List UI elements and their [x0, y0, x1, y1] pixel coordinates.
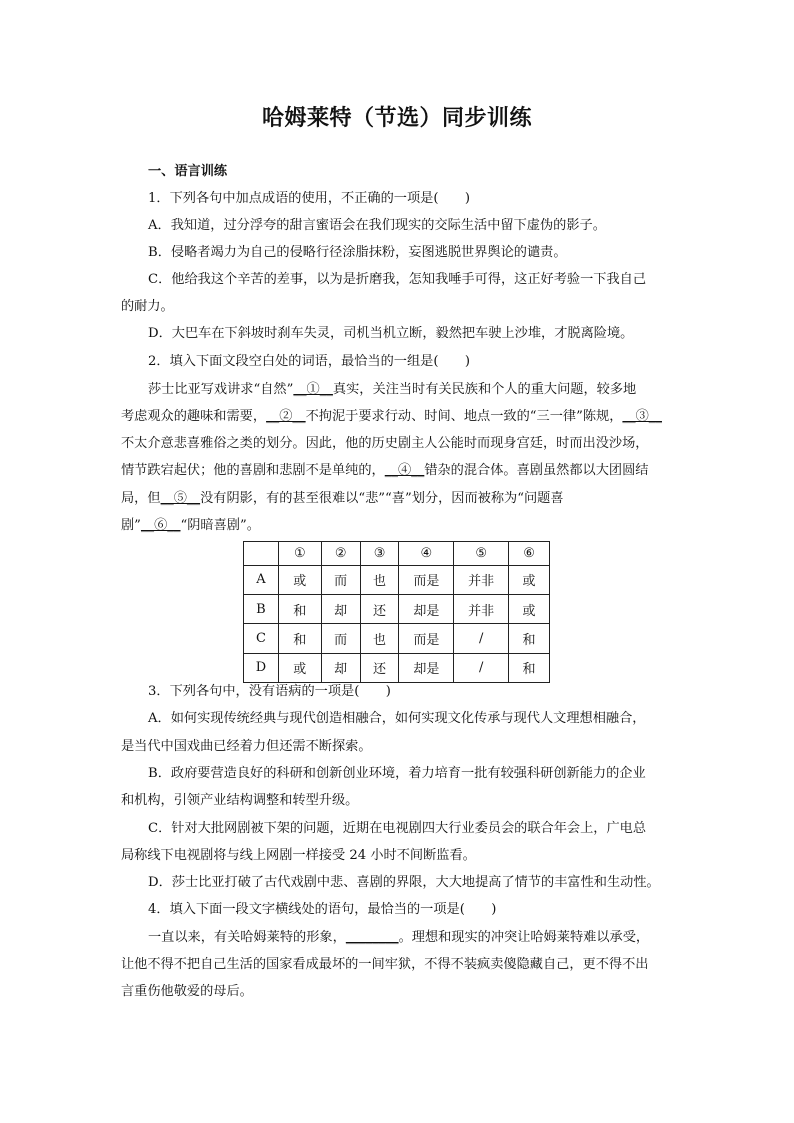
- table-cell: ②: [321, 542, 360, 566]
- q4-stem: 4．填入下面一段文字横线处的语句，最恰当的一项是( ): [148, 902, 497, 917]
- table-cell: D: [244, 653, 279, 682]
- table-cell: 而: [321, 624, 360, 653]
- table-cell: 也: [360, 565, 399, 594]
- q1-option-d: D．大巴车在下斜坡时刹车失灵，司机当机立断，毅然把车驶上沙堆，才脱离险境。: [148, 326, 634, 341]
- table-row: [244, 565, 550, 594]
- blank-5: __⑤__: [160, 491, 201, 506]
- passage-text: 考虑观众的趣味和需要，: [121, 409, 267, 424]
- table-cell: 而是: [399, 624, 454, 653]
- q3-option-b: B．政府要营造良好的科研和创新创业环境，着力培育一批有较强科研创新能力的企业: [148, 766, 646, 781]
- table-cell: ③: [360, 542, 399, 566]
- table-cell: 却: [321, 594, 360, 623]
- table-cell: 和: [509, 624, 550, 653]
- passage-text: 错杂的混合体。喜剧虽然都以大团圆结: [424, 463, 649, 478]
- q1-option-a: A．我知道，过分浮夸的甜言蜜语会在我们现实的交际生活中留下虚伪的影子。: [148, 218, 606, 233]
- table-cell: 却: [321, 653, 360, 682]
- table-cell: ④: [399, 542, 454, 566]
- passage-text: “阴暗喜剧”。: [180, 518, 260, 533]
- table-cell: 也: [360, 624, 399, 653]
- q4-passage-line-1: [148, 929, 649, 947]
- table-cell: 还: [360, 594, 399, 623]
- q4-passage-line-3: 言重伤他敬爱的母后。: [121, 984, 253, 999]
- q1-option-c: C．他给我这个辛苦的差事，以为是折磨我，怎知我唾手可得，这正好考验一下我自己: [148, 272, 647, 287]
- blank-4: __④__: [384, 463, 425, 478]
- q2-options-table: [243, 541, 550, 683]
- passage-text: 局，但: [121, 491, 161, 506]
- table-cell: 或: [278, 565, 321, 594]
- table-cell: 和: [278, 594, 321, 623]
- table-cell: B: [244, 594, 279, 623]
- q2-passage-line-1: [148, 381, 636, 399]
- q1-stem: 1．下列各句中加点成语的使用，不正确的一项是( ): [148, 191, 470, 206]
- q3-option-d: D．莎士比亚打破了古代戏剧中悲、喜剧的界限，大大地提高了情节的丰富性和生动性。: [148, 875, 660, 890]
- passage-text: 。理想和现实的冲突让哈姆莱特难以承受，: [398, 930, 650, 945]
- table-cell: 或: [278, 653, 321, 682]
- page-title: 哈姆莱特（节选）同步训练: [261, 106, 532, 131]
- section-heading: 一、语言训练: [148, 164, 228, 179]
- table-cell: 或: [509, 594, 550, 623]
- passage-text: 剧”: [121, 518, 141, 533]
- q3-option-a-cont: 是当代中国戏曲已经着力但还需不断探索。: [121, 739, 372, 754]
- table-cell: A: [244, 565, 279, 594]
- table-cell: ⑤: [454, 542, 509, 566]
- table-cell: 却是: [399, 594, 454, 623]
- q3-stem: 3．下列各句中，没有语病的一项是( ): [148, 684, 391, 699]
- passage-text: 一直以来，有关哈姆莱特的形象，: [148, 930, 346, 945]
- table-cell: 并非: [454, 565, 509, 594]
- table-cell: ①: [278, 542, 321, 566]
- table-cell: 并非: [454, 594, 509, 623]
- passage-text: 没有阴影，有的甚至很难以“悲”“喜”划分，因而被称为“问题喜: [200, 491, 564, 506]
- table-cell: /: [454, 624, 509, 653]
- table-cell: 却是: [399, 653, 454, 682]
- q1-option-c-cont: 的耐力。: [121, 299, 174, 314]
- blank-3: __③__: [622, 409, 662, 424]
- passage-text: 情节跌宕起伏；他的喜剧和悲剧不是单纯的，: [121, 463, 385, 478]
- q2-passage-line-4: [121, 462, 649, 480]
- table-header-row: [244, 542, 550, 566]
- table-cell: [244, 542, 279, 566]
- q2-passage-line-2: [121, 408, 662, 426]
- passage-text: 真实，关注当时有关民族和个人的重大问题，较多地: [332, 382, 637, 397]
- table-cell: 或: [509, 565, 550, 594]
- q1-option-b: B．侵略者竭力为自己的侵略行径涂脂抹粉，妄图逃脱世界舆论的谴责。: [148, 245, 567, 260]
- table-cell: 而是: [399, 565, 454, 594]
- q2-passage-line-3: 不太介意悲喜雅俗之类的划分。因此，他的历史剧主人公能时而现身宫廷，时而出没沙场，: [121, 436, 649, 451]
- blank-1: __①__: [293, 382, 333, 397]
- q3-option-c: C．针对大批网剧被下架的问题，近期在电视剧四大行业委员会的联合年会上，广电总: [148, 821, 647, 836]
- passage-text: 莎士比亚写戏讲求“自然”: [148, 382, 294, 397]
- passage-text: 不拘泥于要求行动、时间、地点一致的“三一律”陈规，: [305, 409, 623, 424]
- table-row: [244, 653, 550, 682]
- q2-passage-line-5: [121, 490, 564, 508]
- table-cell: ⑥: [509, 542, 550, 566]
- q3-option-a: A．如何实现传统经典与现代创造相融合，如何实现文化传承与现代人文理想相融合，: [148, 711, 646, 726]
- table-cell: /: [454, 653, 509, 682]
- table-cell: 和: [509, 653, 550, 682]
- table-cell: 而: [321, 565, 360, 594]
- table-row: [244, 624, 550, 653]
- table-cell: 还: [360, 653, 399, 682]
- blank-6: __⑥__: [140, 518, 181, 533]
- answer-blank: ________: [345, 930, 399, 945]
- blank-2: __②__: [266, 409, 306, 424]
- table-row: [244, 594, 550, 623]
- q3-option-c-cont: 局称线下电视剧将与线上网剧一样接受 24 小时不间断监看。: [121, 848, 476, 863]
- table-cell: C: [244, 624, 279, 653]
- q4-passage-line-2: 让他不得不把自己生活的国家看成最坏的一间牢狱，不得不装疯卖傻隐藏自己，更不得不出: [121, 957, 649, 972]
- table-cell: 和: [278, 624, 321, 653]
- q2-stem: 2．填入下面文段空白处的词语，最恰当的一组是( ): [148, 354, 470, 369]
- q3-option-b-cont: 和机构，引领产业结构调整和转型升级。: [121, 793, 359, 808]
- q2-passage-line-6: [121, 517, 260, 535]
